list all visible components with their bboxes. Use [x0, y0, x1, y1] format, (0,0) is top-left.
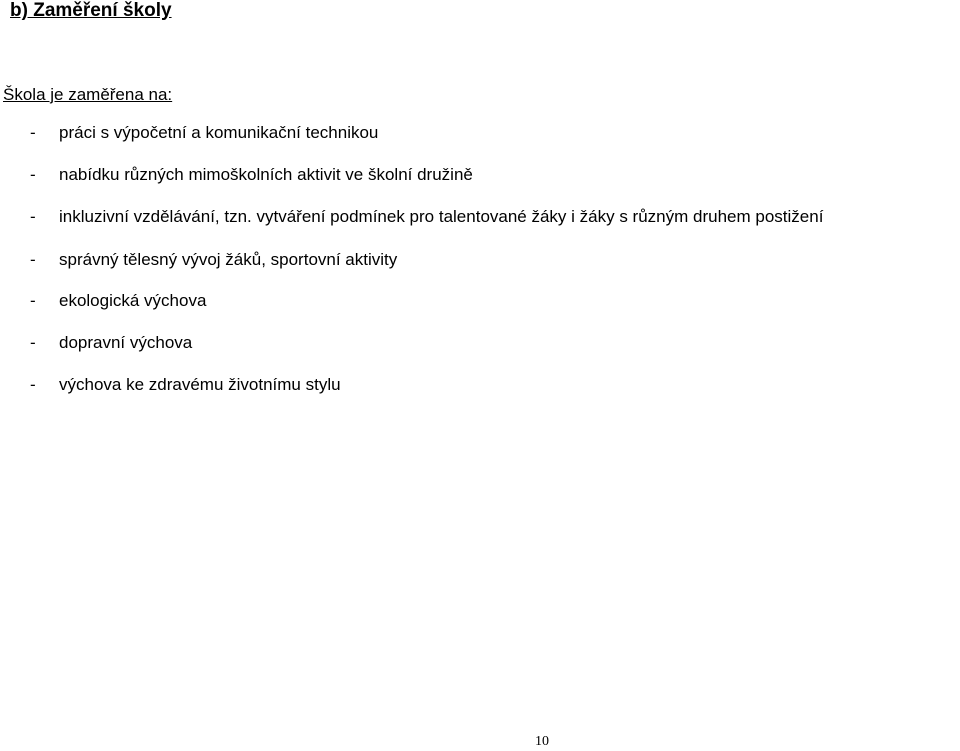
list-item-text: inkluzivní vzdělávání, tzn. vytváření podmínek pro talentované žáky i žáky s různým druhem postižení: [59, 207, 824, 226]
section-heading: b) Zaměření školy: [10, 0, 172, 21]
list-item-text: výchova ke zdravému životnímu stylu: [59, 375, 341, 394]
list-item-text: práci s výpočetní a komunikační technikou: [59, 123, 379, 142]
page-number: 10: [535, 734, 549, 749]
list-dash: -: [30, 333, 36, 352]
list-item-text: nabídku různých mimoškolních aktivit ve školní družině: [59, 165, 473, 184]
list-dash: -: [30, 123, 36, 142]
list-dash: -: [30, 165, 36, 184]
list-dash: -: [30, 250, 36, 269]
list-item-text: správný tělesný vývoj žáků, sportovní aktivity: [59, 250, 398, 269]
list-item-text: ekologická výchova: [59, 291, 207, 310]
intro-text: Škola je zaměřena na:: [3, 85, 173, 104]
list-dash: -: [30, 207, 36, 226]
list-item-text: dopravní výchova: [59, 333, 193, 352]
list-dash: -: [30, 375, 36, 394]
list-dash: -: [30, 291, 36, 310]
